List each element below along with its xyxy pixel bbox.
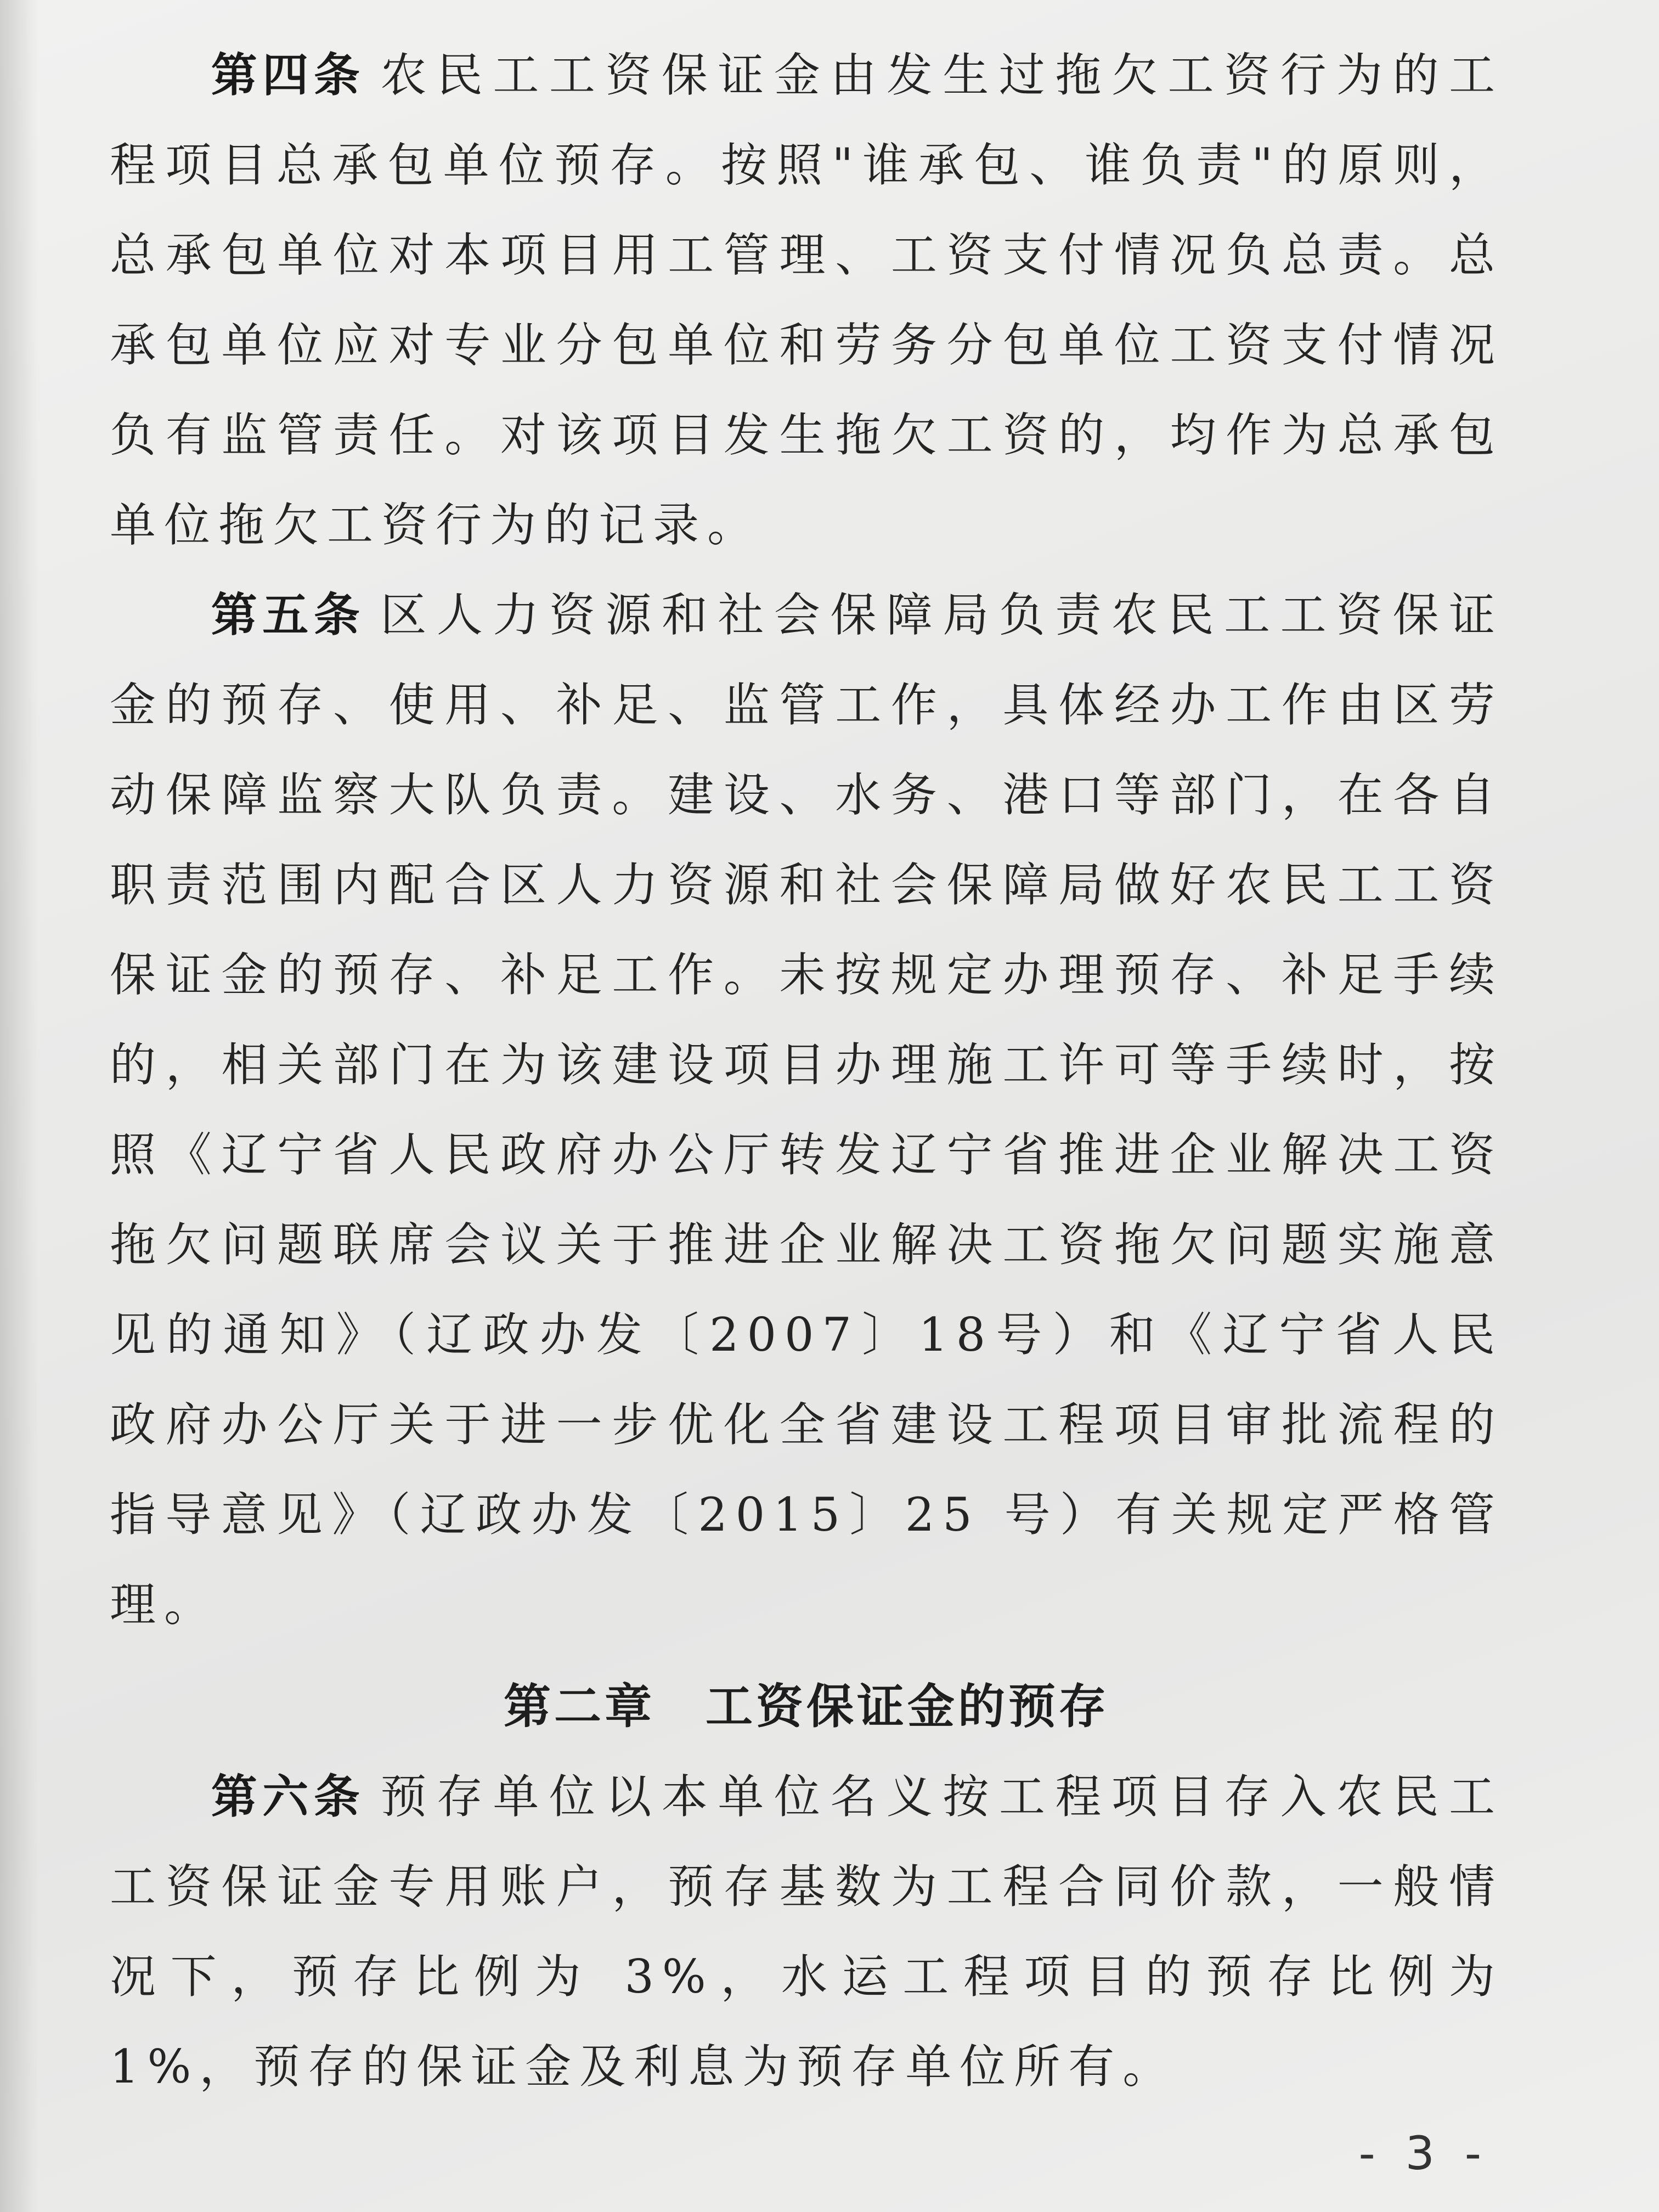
page-edge-shadow bbox=[0, 0, 38, 2212]
chapter-2-title: 第二章 工资保证金的预存 bbox=[504, 1679, 1109, 1734]
article-4-text: 农民工工资保证金由发生过拖欠工资行为的工程项目总承包单位预存。按照"谁承包、谁负责"的原则，总承包单位对本项目用工管理、工资支付情况负总责。总承包单位应对专业分包单位和劳务分包单位工资支付情况负有监管责任。对该项目发生拖欠工资的，均作为总承包单位拖欠工资行为的记录。 bbox=[110, 48, 1503, 552]
article-6-heading: 第六条 bbox=[211, 1769, 365, 1824]
document-body bbox=[110, 30, 1503, 2112]
article-4 bbox=[110, 30, 1503, 570]
article-5 bbox=[110, 570, 1503, 1650]
article-5-text: 区人力资源和社会保障局负责农民工工资保证金的预存、使用、补足、监管工作，具体经办工作由区劳动保障监察大队负责。建设、水务、港口等部门，在各自职责范围内配合区人力资源和社会保障局做好农民工工资保证金的预存、补足工作。未按规定办理预存、补足手续的，相关部门在为该建设项目办理施工许可等手续时，按照《辽宁省人民政府办公厅转发辽宁省推进企业解决工资拖欠问题联席会议关于推进企业解决工资拖欠问题实施意见的通知》（辽政办发〔2007〕18号）和《辽宁省人民政府办公厅关于进一步优化全省建设工程项目审批流程的指导意见》（辽政办发〔2015〕25 号）有关规定严格管理。 bbox=[110, 588, 1503, 1632]
page-number: - 3 - bbox=[1358, 2126, 1489, 2180]
article-6 bbox=[110, 1752, 1503, 2112]
article-6-text: 预存单位以本单位名义按工程项目存入农民工工资保证金专用账户，预存基数为工程合同价款，一般情况下，预存比例为 3%，水运工程项目的预存比例为 1%，预存的保证金及利息为预存单位所有。 bbox=[110, 1770, 1503, 2094]
article-5-heading: 第五条 bbox=[211, 588, 365, 642]
article-4-heading: 第四条 bbox=[211, 48, 365, 102]
